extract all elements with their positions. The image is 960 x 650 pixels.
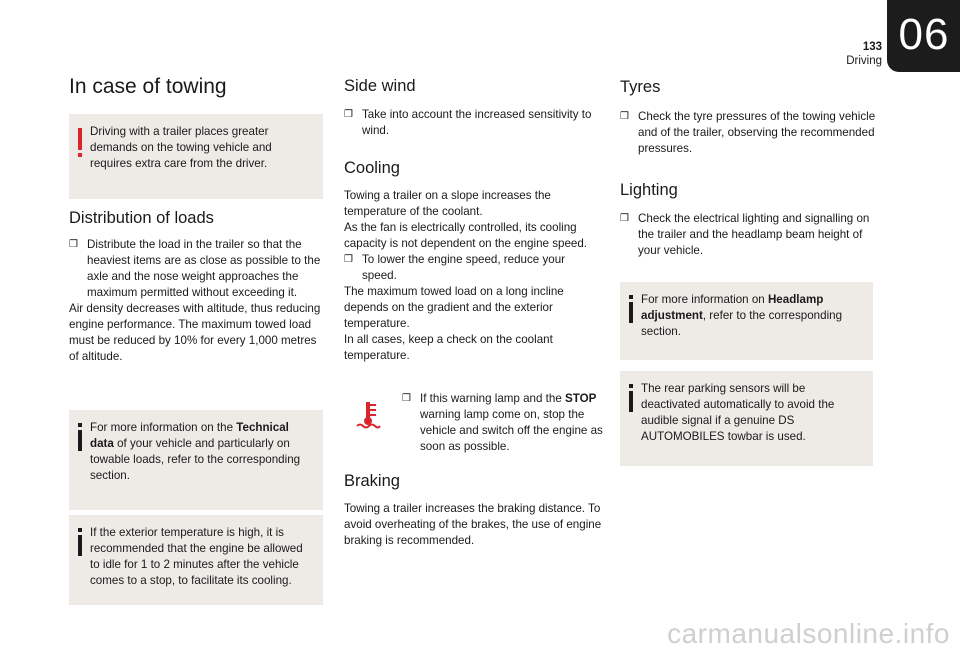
distribution-heading: Distribution of loads (69, 209, 214, 227)
braking-text: Towing a trailer increases the braking distance. To avoid overheating of the brakes, the use of engine braking is recommended. (344, 502, 602, 547)
cooling-bullet-text: To lower the engine speed, reduce your speed. (362, 253, 566, 282)
air-density-text: Air density decreases with altitude, thus reducing engine performance. The maximum towed load must be reduced by 10% for every 1,000 metres of altitude. (69, 302, 321, 363)
column-2 (344, 77, 602, 364)
column-3 (620, 78, 876, 259)
info-headlamp-text: For more information on Headlamp adjustment, refer to the corresponding section. (641, 293, 843, 338)
page-number: 133 (862, 41, 882, 53)
warning-lamp-text: If this warning lamp and the STOP warning lamp come on, stop the vehicle and switch off the engine as soon as possible. (420, 392, 603, 453)
info-note-parking-sensors (620, 371, 873, 466)
cooling-text-4: In all cases, keep a check on the coolant temperature. (344, 333, 553, 362)
side-wind-heading: Side wind (344, 77, 416, 95)
page-title: In case of towing (69, 75, 227, 98)
checkbox-bullet-icon: ❒ (344, 109, 353, 120)
cooling-text-1: Towing a trailer on a slope increases the temperature of the coolant. (344, 189, 551, 218)
lighting-bullet (620, 211, 876, 259)
info-parking-sensors-text: The rear parking sensors will be deactivated automatically to avoid the audible signal if a genuine DS AUTOMOBILES towbar is used. (641, 382, 835, 443)
chapter-number: 06 (898, 10, 950, 59)
watermark: carmanualsonline.info (667, 618, 950, 649)
side-wind-bullet (344, 107, 602, 139)
checkbox-bullet-icon: ❒ (620, 111, 629, 122)
tyres-heading: Tyres (620, 78, 661, 96)
info-icon (77, 423, 83, 456)
lighting-bullet-text: Check the electrical lighting and signalling on the trailer and the headlamp beam height of your vehicle. (638, 212, 870, 257)
cooling-bullet (344, 252, 602, 284)
warning-lamp-bullet (402, 391, 620, 455)
warning-text: Driving with a trailer places greater demands on the towing vehicle and requires extra care from the driver. (90, 125, 272, 170)
checkbox-bullet-icon: ❒ (69, 239, 78, 250)
info-note-temperature (69, 515, 323, 605)
coolant-temperature-icon (355, 400, 381, 437)
checkbox-bullet-icon: ❒ (402, 393, 411, 404)
info-icon (628, 384, 634, 417)
info-temperature-text: If the exterior temperature is high, it is recommended that the engine be allowed to idle for 1 to 2 minutes after the vehicle comes to a stop, to facilitate its cooling. (90, 526, 303, 587)
distribution-bullet (69, 237, 325, 301)
cooling-heading: Cooling (344, 159, 400, 177)
cooling-text-2: As the fan is electrically controlled, its cooling capacity is not dependent on the engine speed. (344, 221, 588, 250)
checkbox-bullet-icon: ❒ (620, 213, 629, 224)
distribution-section (69, 209, 325, 365)
braking-heading: Braking (344, 472, 400, 490)
info-icon (77, 528, 83, 561)
distribution-bullet-text: Distribute the load in the trailer so that the heaviest items are as close as possible to the axle and the nose weight approaches the maximum permitted without exceeding it. (87, 238, 321, 299)
info-icon (628, 295, 634, 328)
warning-note (69, 114, 323, 199)
cooling-text-3: The maximum towed load on a long incline depends on the gradient and the exterior temperature. (344, 285, 564, 330)
tyres-bullet (620, 109, 876, 157)
info-technical-text: For more information on the Technical data of your vehicle and particularly on towable loads, refer to the corresponding section. (90, 421, 301, 482)
lighting-heading: Lighting (620, 181, 678, 199)
side-wind-bullet-text: Take into account the increased sensitivity to wind. (362, 108, 592, 137)
section-name: Driving (846, 55, 882, 67)
info-note-headlamp (620, 282, 873, 360)
column-1 (69, 75, 325, 99)
tyres-bullet-text: Check the tyre pressures of the towing vehicle and of the trailer, observing the recommended pressures. (638, 110, 876, 155)
braking-section (344, 472, 602, 549)
exclamation-icon (76, 128, 84, 163)
info-note-technical (69, 410, 323, 510)
checkbox-bullet-icon: ❒ (344, 254, 353, 265)
